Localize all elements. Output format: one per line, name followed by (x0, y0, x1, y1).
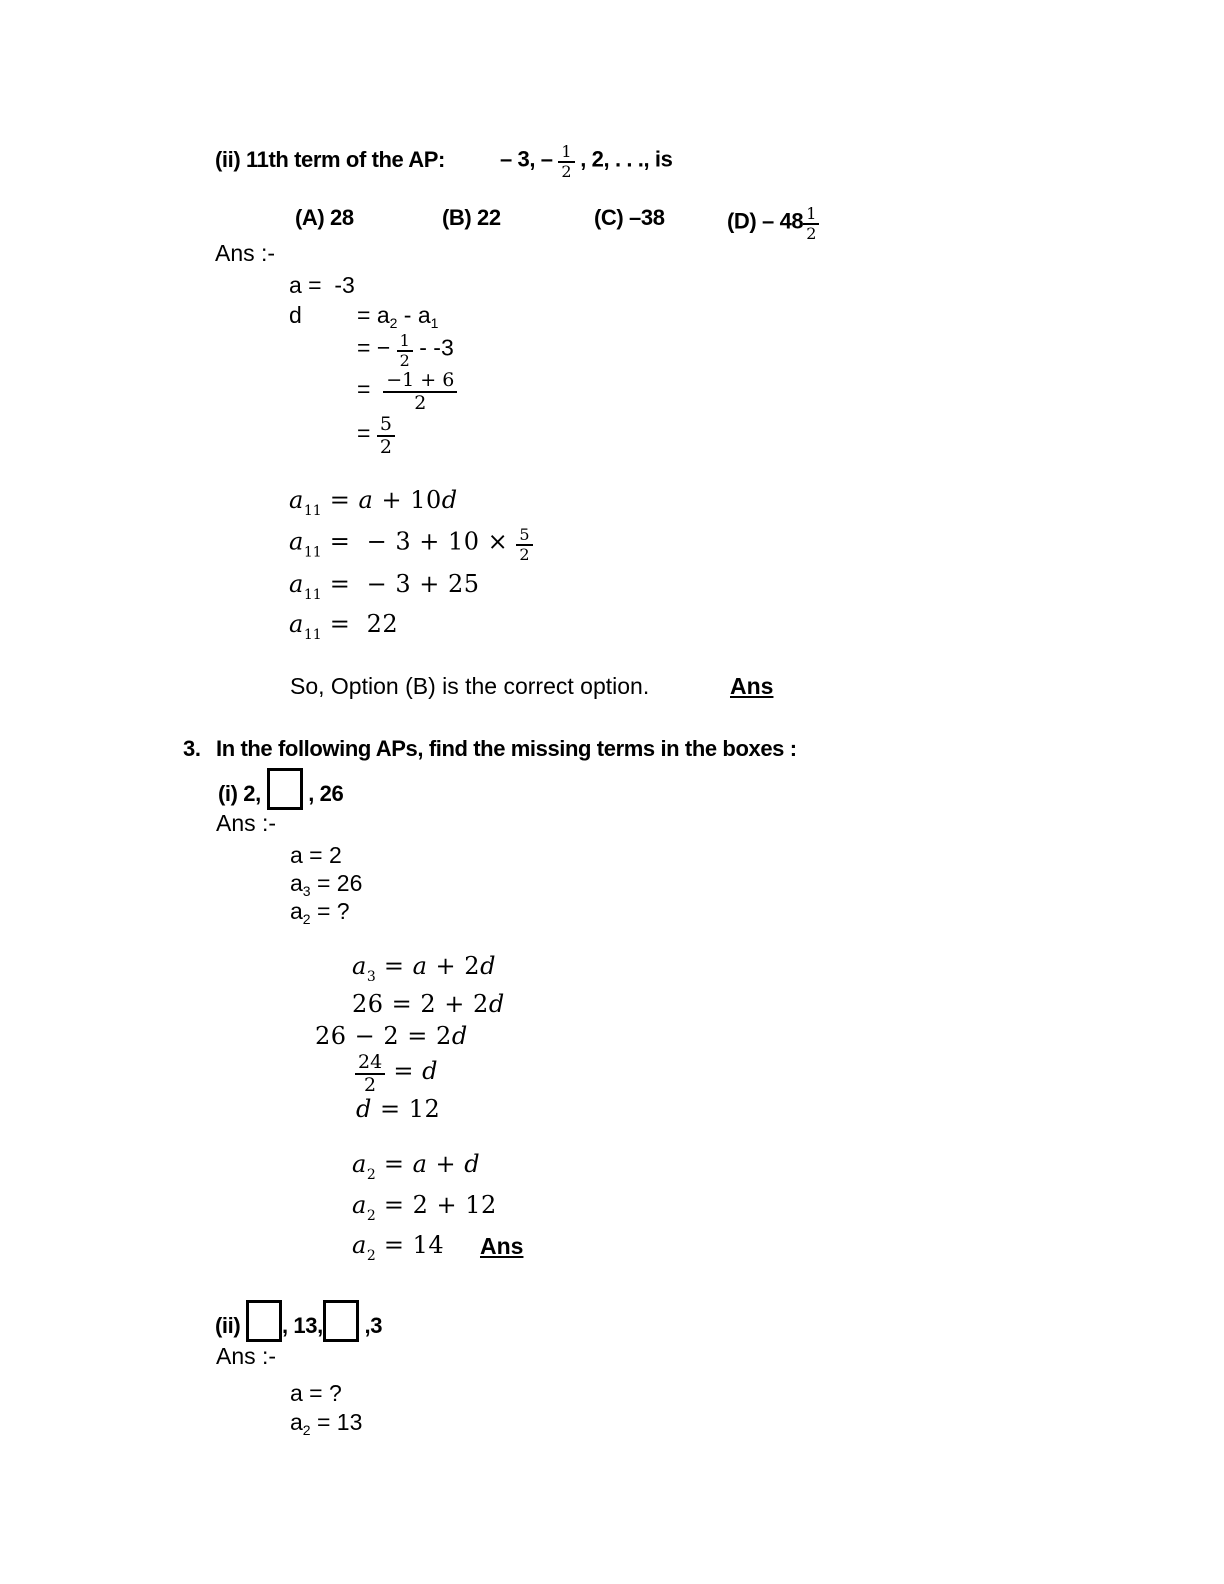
var-d: d (464, 1150, 481, 1178)
q3-number (183, 736, 201, 762)
eq8-text: = 14 (375, 1231, 445, 1259)
work-f2-pre: = (357, 376, 384, 403)
part-i-pre: (i) 2, (218, 781, 267, 806)
subscript-11: 11 (303, 503, 322, 519)
part-i-given-a (290, 842, 342, 869)
conclusion (290, 673, 649, 700)
q2ii-seq-post: , 2, . . ., is (574, 146, 673, 172)
subscript-2: 2 (302, 911, 311, 927)
q2ii-question-text: (ii) 11th term of the AP: (215, 147, 445, 172)
var-d: d (422, 1057, 438, 1086)
given-a2-rest: = ? (310, 898, 350, 924)
fraction-denominator: 2 (519, 544, 530, 564)
fraction-denominator: 2 (364, 1073, 377, 1096)
option-c-label: (C) –38 (594, 205, 665, 230)
minus-one-plus-six-over-two-fraction (383, 370, 457, 414)
part-i-equation-4 (355, 1052, 438, 1096)
subscript-11: 11 (303, 627, 322, 643)
fraction-numerator: 1 (803, 205, 819, 225)
work-fraction-line-1 (357, 332, 454, 369)
a11-var: a (289, 486, 304, 514)
var-d: d (488, 990, 505, 1018)
answer-heading-label: Ans :- (216, 1343, 277, 1369)
fraction-numerator: −1 + 6 (383, 370, 457, 393)
part-i-equation-2 (352, 990, 505, 1018)
ans-tag-label: Ans (480, 1233, 524, 1259)
var-d: d (441, 486, 458, 514)
work-d-rhs-mid: - a (397, 302, 431, 328)
part-i-equation-1 (352, 952, 496, 985)
answer-heading-label: Ans :- (215, 240, 276, 266)
equals: = (321, 486, 359, 514)
part-ii-given-a (290, 1380, 342, 1407)
var-a: a (352, 1231, 367, 1259)
given-a3-rest: = 26 (310, 870, 363, 896)
q3-heading-text: In the following APs, find the missing terms in the boxes : (216, 736, 797, 761)
var-d: d (451, 1022, 468, 1050)
eq5-text: = 12 (371, 1095, 441, 1123)
a11-var: a (289, 570, 304, 598)
a11-eq2-text: = − 3 + 10 × (321, 527, 517, 556)
part-i-equation-6 (352, 1150, 480, 1183)
part-ii-mid: , 13, (282, 1313, 323, 1338)
answer-heading (215, 240, 275, 267)
q2ii-sequence (500, 143, 672, 180)
q2ii-question (215, 147, 445, 173)
q3-heading (216, 736, 797, 762)
subscript-2: 2 (389, 315, 398, 331)
plus-2: + 2 (427, 952, 481, 980)
answer-heading (216, 1343, 276, 1370)
var-a: a (352, 952, 367, 980)
option-a-label: (A) 28 (295, 205, 354, 230)
part-i-equation-7 (352, 1191, 497, 1224)
subscript-11: 11 (303, 544, 322, 561)
equals: = (375, 1150, 413, 1178)
conclusion-text: So, Option (B) is the correct option. (290, 673, 650, 699)
var-a: a (358, 486, 374, 514)
work-fraction-line-2 (357, 370, 457, 414)
part-i-post: , 26 (302, 781, 344, 806)
fraction-numerator: 5 (377, 414, 395, 437)
a11-equation-3 (289, 570, 480, 603)
given-a-text: a = 2 (290, 842, 342, 868)
fraction-numerator: 5 (516, 526, 532, 546)
option-c (594, 205, 665, 231)
option-d-label: (D) – 48 (727, 208, 804, 234)
a11-equation-1 (289, 486, 458, 519)
part-ii-given-a2 (290, 1409, 362, 1438)
var-a: a (412, 952, 428, 980)
var-d: d (356, 1095, 372, 1123)
plus-10: + 10 (373, 486, 442, 514)
a11-equation-4 (289, 610, 398, 643)
ans-tag-part-i (480, 1233, 523, 1260)
part-i-equation-5 (356, 1095, 440, 1123)
work-fraction-line-3 (357, 414, 395, 458)
part-i-given-a2 (290, 898, 350, 927)
one-half-fraction (803, 205, 819, 242)
work-d-rhs (357, 302, 438, 331)
fraction-denominator: 2 (399, 350, 410, 370)
option-b (442, 205, 501, 231)
part-i-equation-8 (352, 1231, 444, 1264)
missing-term-box (267, 768, 303, 810)
missing-term-box (323, 1300, 359, 1342)
a11-eq4-text: = 22 (321, 610, 399, 638)
subscript-2: 2 (366, 1167, 376, 1183)
var-a: a (290, 1409, 303, 1435)
work-a-text: a = -3 (289, 272, 355, 298)
plus: + (427, 1150, 465, 1178)
fraction-denominator: 2 (379, 435, 392, 458)
a11-eq3-text: = − 3 + 25 (321, 570, 480, 598)
var-a: a (290, 898, 303, 924)
var-a: a (290, 870, 303, 896)
subscript-1: 1 (430, 315, 439, 331)
fraction-denominator: 2 (414, 391, 427, 414)
work-f1-pre: = − (357, 334, 397, 361)
subscript-3: 3 (302, 883, 311, 899)
five-over-two-fraction (516, 526, 532, 563)
subscript-2: 2 (302, 1422, 311, 1438)
given-a-text: a = ? (290, 1380, 342, 1406)
q2ii-seq-pre: – 3, – (500, 146, 559, 172)
var-a: a (412, 1150, 428, 1178)
part-ii-pre: (ii) (215, 1313, 246, 1338)
given-a2-rest: = 13 (310, 1409, 363, 1435)
a11-var: a (289, 527, 304, 556)
one-half-fraction (558, 143, 574, 180)
missing-term-box (246, 1300, 282, 1342)
part-i-given-a3 (290, 870, 362, 899)
ans-tag-q2 (730, 673, 773, 700)
answer-heading-label: Ans :- (216, 810, 277, 836)
subscript-11: 11 (303, 587, 322, 603)
q3-part-ii-label (215, 1300, 382, 1342)
work-f1-post: - -3 (412, 334, 454, 361)
a11-var: a (289, 610, 304, 638)
fraction-denominator: 2 (806, 223, 817, 243)
eq2-text: 26 = 2 + 2 (352, 990, 489, 1018)
five-over-two-fraction (377, 414, 395, 458)
fraction-denominator: 2 (561, 161, 572, 181)
part-i-equation-3 (315, 1022, 468, 1050)
fraction-numerator: 1 (558, 143, 574, 163)
fraction-numerator: 1 (397, 332, 413, 352)
work-a-line (289, 272, 355, 299)
eq3-text: 26 − 2 = 2 (315, 1022, 452, 1050)
subscript-2: 2 (366, 1248, 376, 1264)
option-b-label: (B) 22 (442, 205, 501, 230)
part-ii-post: ,3 (358, 1313, 383, 1338)
option-a (295, 205, 354, 231)
work-f3-pre: = (357, 420, 377, 447)
equals: = (375, 952, 413, 980)
fraction-numerator: 24 (355, 1052, 385, 1075)
a11-equation-2 (289, 526, 533, 563)
var-d: d (480, 952, 496, 980)
work-d-lhs (289, 302, 302, 329)
ans-tag-label: Ans (730, 673, 774, 699)
work-d-var: d (289, 302, 302, 328)
twentyfour-over-two-fraction (355, 1052, 385, 1096)
one-half-fraction (397, 332, 413, 369)
subscript-3: 3 (366, 969, 376, 985)
q3-number-text: 3. (183, 736, 201, 761)
option-d (727, 205, 819, 242)
work-d-rhs-pre: = a (357, 302, 390, 328)
answer-heading (216, 810, 276, 837)
equals: = (385, 1057, 423, 1086)
var-a: a (352, 1191, 367, 1219)
subscript-2: 2 (366, 1208, 376, 1224)
var-a: a (352, 1150, 367, 1178)
eq7-text: = 2 + 12 (375, 1191, 497, 1219)
q3-part-i-label (218, 768, 343, 810)
